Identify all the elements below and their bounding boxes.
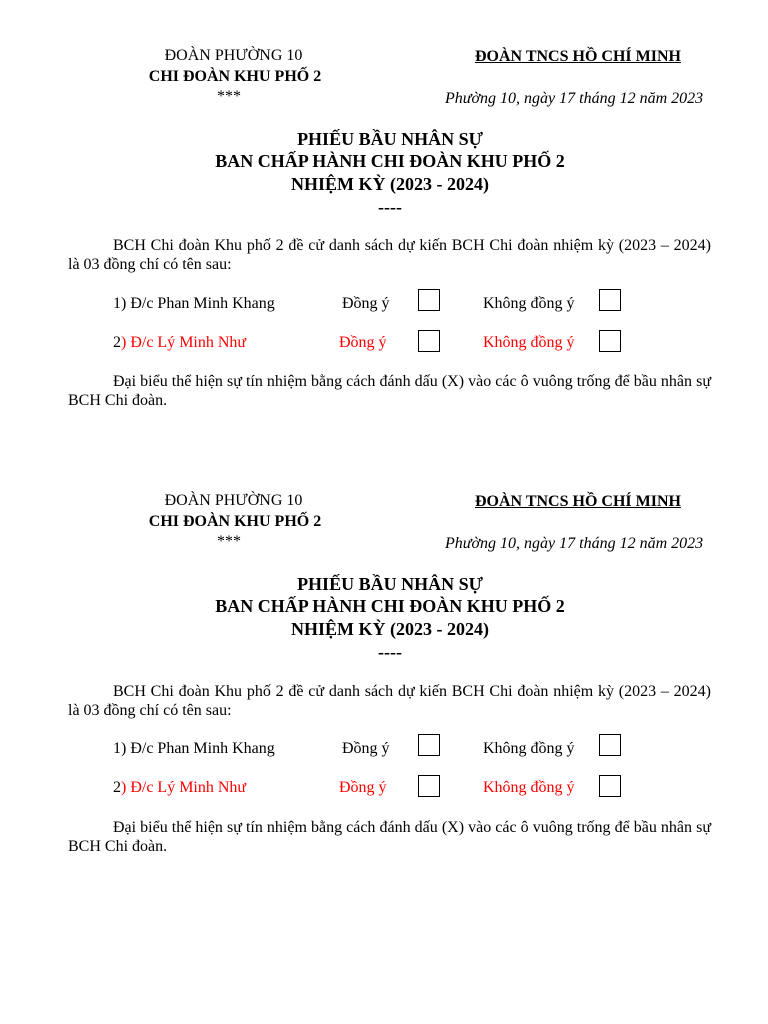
ballot-title-line2: BAN CHẤP HÀNH CHI ĐOÀN KHU PHỐ 2 bbox=[215, 151, 565, 171]
header-right-date: Phường 10, ngày 17 tháng 12 năm 2023 bbox=[445, 535, 704, 552]
instruction-paragraph: Đại biểu thể hiện sự tín nhiệm bằng cách đánh dấu (X) vào các ô vuông trống để bầu nhân sự BCH Chi đoàn. bbox=[68, 819, 711, 855]
candidate-name: ) Đ/c Lý Minh Như bbox=[121, 779, 247, 796]
candidate-name: ) Đ/c Lý Minh Như bbox=[121, 334, 247, 351]
candidate-1-agree-checkbox[interactable] bbox=[418, 734, 440, 756]
candidate-1-disagree-label: Không đồng ý bbox=[483, 740, 575, 757]
header-left-line2: CHI ĐOÀN KHU PHỐ 2 bbox=[148, 513, 322, 530]
candidate-number: 2 bbox=[113, 334, 121, 351]
candidate-number: 1 bbox=[113, 295, 121, 312]
ballot-title-line2: BAN CHẤP HÀNH CHI ĐOÀN KHU PHỐ 2 bbox=[215, 596, 565, 616]
ballot-title-divider: ---- bbox=[378, 197, 402, 217]
header-right-org: ĐOÀN TNCS HỒ CHÍ MINH bbox=[475, 493, 681, 510]
candidate-2-name bbox=[113, 333, 246, 353]
candidate-1-name bbox=[113, 294, 275, 314]
instruction-paragraph: Đại biểu thể hiện sự tín nhiệm bằng cách đánh dấu (X) vào các ô vuông trống để bầu nhân sự BCH Chi đoàn. bbox=[68, 373, 711, 409]
header-left bbox=[120, 46, 350, 107]
candidate-2-disagree-checkbox[interactable] bbox=[599, 775, 621, 797]
header-left-stars: *** bbox=[217, 533, 241, 550]
candidate-2-disagree-label: Không đồng ý bbox=[483, 779, 575, 796]
ballot-title-line1: PHIẾU BẦU NHÂN SỰ bbox=[297, 574, 483, 594]
candidate-1-name bbox=[113, 739, 275, 759]
candidate-1-agree-checkbox[interactable] bbox=[418, 289, 440, 311]
header-left-line1: ĐOÀN PHƯỜNG 10 bbox=[164, 492, 303, 509]
candidate-1-agree-label: Đồng ý bbox=[342, 295, 390, 312]
candidate-2-agree-checkbox[interactable] bbox=[418, 775, 440, 797]
candidate-1-disagree-label: Không đồng ý bbox=[483, 295, 575, 312]
candidate-1-disagree-checkbox[interactable] bbox=[599, 734, 621, 756]
header-left bbox=[120, 491, 350, 552]
ballot-2 bbox=[0, 445, 768, 865]
ballot-title-divider: ---- bbox=[378, 642, 402, 662]
candidate-1-disagree-checkbox[interactable] bbox=[599, 289, 621, 311]
ballot-title-line1: PHIẾU BẦU NHÂN SỰ bbox=[297, 129, 483, 149]
header-right-org: ĐOÀN TNCS HỒ CHÍ MINH bbox=[475, 48, 681, 65]
candidate-name: ) Đ/c Phan Minh Khang bbox=[121, 295, 275, 312]
candidate-2-name bbox=[113, 778, 246, 798]
candidate-1-agree-label: Đồng ý bbox=[342, 740, 390, 757]
ballot-1 bbox=[0, 0, 768, 420]
intro-paragraph: BCH Chi đoàn Khu phố 2 đề cử danh sách dự kiến BCH Chi đoàn nhiệm kỳ (2023 – 2024) là 03 đồng chí có tên sau: bbox=[68, 237, 711, 273]
intro-paragraph: BCH Chi đoàn Khu phố 2 đề cử danh sách dự kiến BCH Chi đoàn nhiệm kỳ (2023 – 2024) là 03 đồng chí có tên sau: bbox=[68, 683, 711, 719]
candidate-2-agree-label: Đồng ý bbox=[339, 779, 387, 796]
candidate-2-disagree-label: Không đồng ý bbox=[483, 334, 575, 351]
header-left-line1: ĐOÀN PHƯỜNG 10 bbox=[164, 47, 303, 64]
candidate-number: 1 bbox=[113, 740, 121, 757]
ballot-title-line3: NHIỆM KỲ (2023 - 2024) bbox=[291, 174, 489, 194]
candidate-number: 2 bbox=[113, 779, 121, 796]
ballot-title-line3: NHIỆM KỲ (2023 - 2024) bbox=[291, 619, 489, 639]
candidate-2-disagree-checkbox[interactable] bbox=[599, 330, 621, 352]
candidate-2-agree-checkbox[interactable] bbox=[418, 330, 440, 352]
candidate-2-agree-label: Đồng ý bbox=[339, 334, 387, 351]
candidate-name: ) Đ/c Phan Minh Khang bbox=[121, 740, 275, 757]
header-left-line2: CHI ĐOÀN KHU PHỐ 2 bbox=[148, 68, 322, 85]
header-right-date: Phường 10, ngày 17 tháng 12 năm 2023 bbox=[445, 90, 704, 107]
header-left-stars: *** bbox=[217, 88, 241, 105]
